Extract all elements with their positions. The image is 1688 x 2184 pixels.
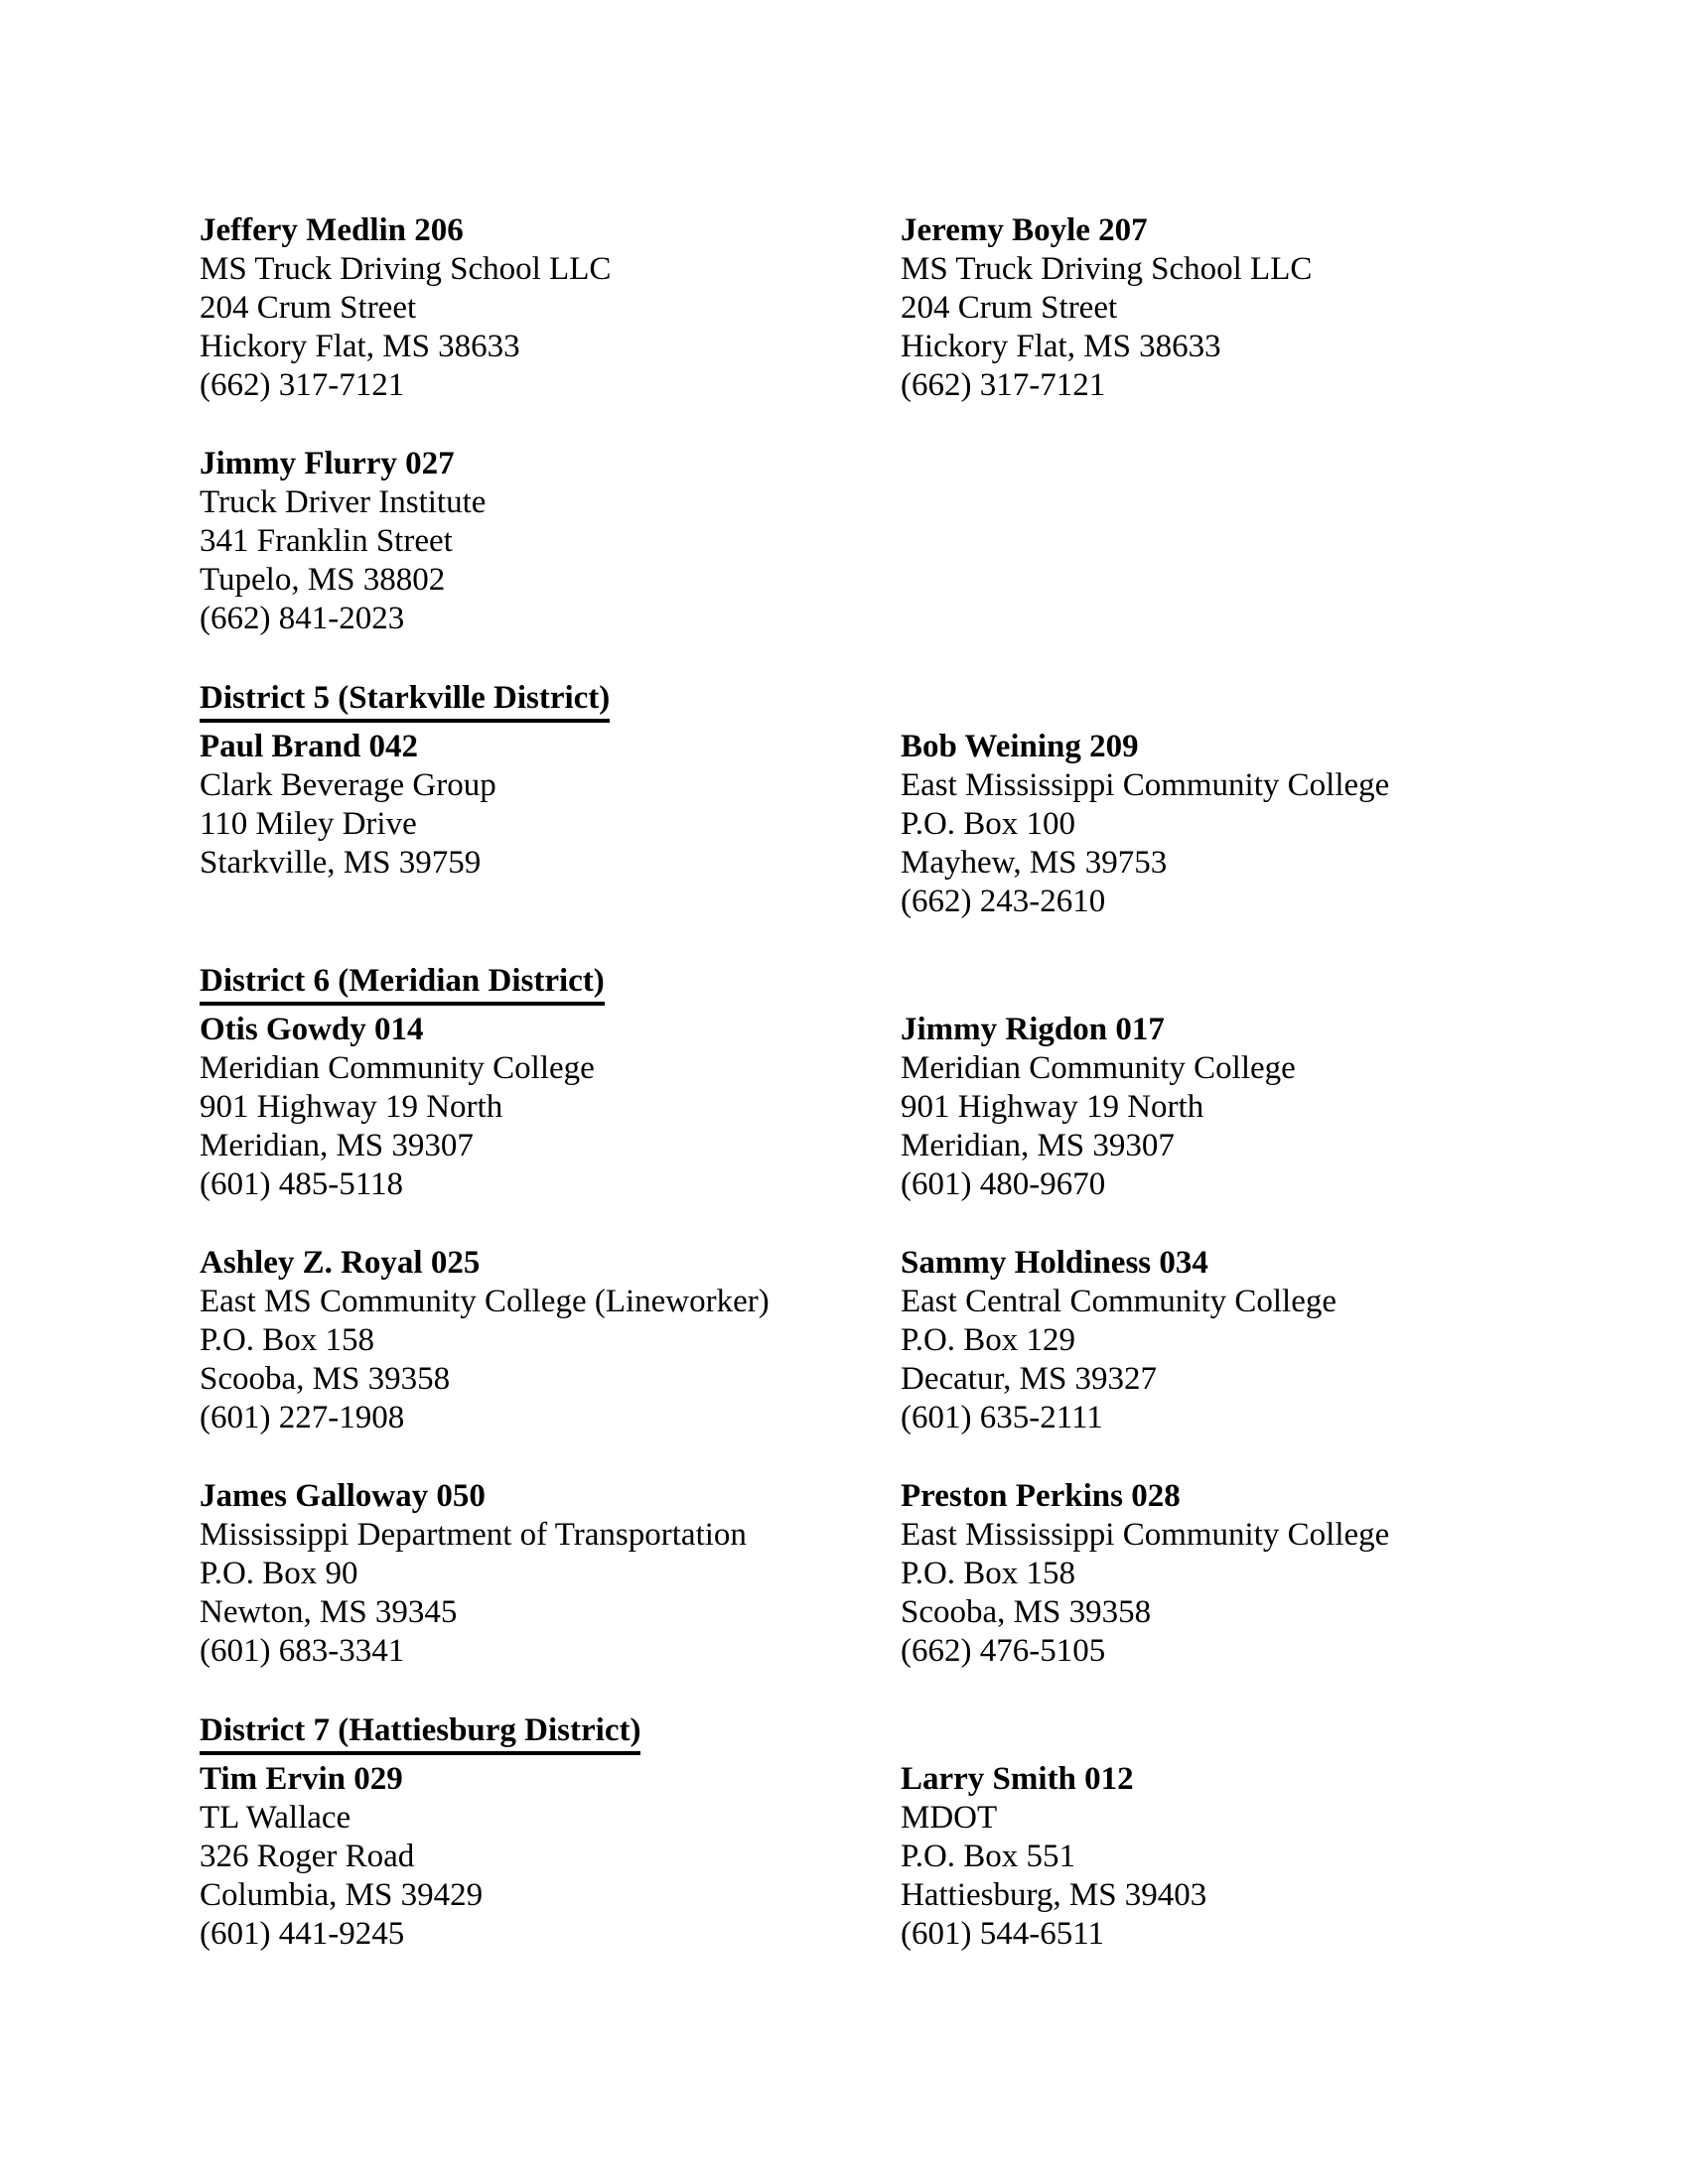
contact-entry bbox=[200, 728, 901, 883]
contact-line: (601) 683-3341 bbox=[200, 1633, 405, 1669]
contact-line: Scooba, MS 39358 bbox=[901, 1594, 1152, 1630]
contact-entry bbox=[901, 1011, 1638, 1204]
contact-entry bbox=[200, 1011, 901, 1204]
contact-row bbox=[200, 728, 1638, 921]
district-section bbox=[200, 678, 1638, 921]
contact-line: (601) 635-2111 bbox=[901, 1400, 1103, 1435]
contact-name: Jimmy Rigdon 017 bbox=[901, 1012, 1165, 1047]
contact-row bbox=[200, 1760, 1638, 1954]
contact-line: (662) 841-2023 bbox=[200, 601, 405, 636]
contact-line: Newton, MS 39345 bbox=[200, 1594, 458, 1630]
contact-line: (601) 227-1908 bbox=[200, 1400, 405, 1435]
district-heading-text: District 7 (Hattiesburg District) bbox=[200, 1710, 640, 1755]
contact-line: MS Truck Driving School LLC bbox=[901, 251, 1313, 287]
contact-line: (662) 476-5105 bbox=[901, 1633, 1106, 1669]
contact-line: Clark Beverage Group bbox=[200, 767, 496, 803]
contact-entry bbox=[901, 1477, 1638, 1671]
contact-line: Meridian Community College bbox=[901, 1050, 1296, 1086]
contact-line: Hickory Flat, MS 38633 bbox=[200, 329, 520, 364]
contact-line: (601) 485-5118 bbox=[200, 1166, 403, 1202]
contact-line: TL Wallace bbox=[200, 1800, 352, 1836]
contact-name: Jimmy Flurry 027 bbox=[200, 446, 455, 481]
contact-name: James Galloway 050 bbox=[200, 1478, 486, 1514]
contact-entry bbox=[901, 728, 1638, 921]
contact-line: MDOT bbox=[901, 1800, 998, 1836]
contact-line: P.O. Box 158 bbox=[200, 1322, 375, 1358]
contact-name: Jeffery Medlin 206 bbox=[200, 212, 464, 248]
contact-line: (662) 317-7121 bbox=[901, 367, 1106, 403]
contact-line: Hattiesburg, MS 39403 bbox=[901, 1877, 1207, 1913]
contact-entry bbox=[200, 1760, 901, 1954]
contact-row bbox=[200, 445, 1638, 638]
contact-line: 901 Highway 19 North bbox=[901, 1089, 1204, 1125]
contact-line: MS Truck Driving School LLC bbox=[200, 251, 612, 287]
contact-line: (601) 441-9245 bbox=[200, 1916, 405, 1952]
contact-entry bbox=[901, 211, 1638, 405]
contact-line: P.O. Box 90 bbox=[200, 1556, 358, 1591]
district-heading-text: District 5 (Starkville District) bbox=[200, 678, 610, 723]
contact-line: East MS Community College (Lineworker) bbox=[200, 1284, 770, 1319]
contact-line: East Mississippi Community College bbox=[901, 1517, 1390, 1553]
contact-line: East Central Community College bbox=[901, 1284, 1337, 1319]
contact-line: 901 Highway 19 North bbox=[200, 1089, 503, 1125]
contact-entry bbox=[901, 1244, 1638, 1437]
contact-line: Mayhew, MS 39753 bbox=[901, 845, 1168, 881]
contact-line: (601) 544-6511 bbox=[901, 1916, 1104, 1952]
contact-line: 341 Franklin Street bbox=[200, 523, 453, 559]
contact-row bbox=[200, 1477, 1638, 1671]
contact-line: P.O. Box 100 bbox=[901, 806, 1076, 842]
district-heading bbox=[200, 678, 1638, 723]
district-section bbox=[200, 1710, 1638, 1954]
contact-line: Scooba, MS 39358 bbox=[200, 1361, 451, 1397]
contact-row bbox=[200, 1011, 1638, 1204]
contact-entry bbox=[200, 1244, 901, 1437]
contact-name: Tim Ervin 029 bbox=[200, 1761, 403, 1797]
district-section bbox=[200, 961, 1638, 1671]
contact-line: (601) 480-9670 bbox=[901, 1166, 1106, 1202]
contact-line: Starkville, MS 39759 bbox=[200, 845, 482, 881]
contact-line: P.O. Box 551 bbox=[901, 1839, 1076, 1874]
district-heading bbox=[200, 961, 1638, 1006]
contact-line: 326 Roger Road bbox=[200, 1839, 415, 1874]
contact-row bbox=[200, 1244, 1638, 1437]
contact-name: Otis Gowdy 014 bbox=[200, 1012, 424, 1047]
contact-line: Columbia, MS 39429 bbox=[200, 1877, 484, 1913]
district-heading bbox=[200, 1710, 1638, 1755]
contact-name: Larry Smith 012 bbox=[901, 1761, 1134, 1797]
contact-line: P.O. Box 129 bbox=[901, 1322, 1076, 1358]
contact-name: Paul Brand 042 bbox=[200, 729, 419, 764]
contact-line: Meridian, MS 39307 bbox=[200, 1128, 474, 1163]
contact-line: 204 Crum Street bbox=[200, 290, 417, 326]
district-section bbox=[200, 211, 1638, 638]
contact-line: Tupelo, MS 38802 bbox=[200, 562, 446, 598]
contact-name: Preston Perkins 028 bbox=[901, 1478, 1181, 1514]
contact-line: Meridian, MS 39307 bbox=[901, 1128, 1175, 1163]
contact-name: Ashley Z. Royal 025 bbox=[200, 1245, 481, 1281]
contact-row bbox=[200, 211, 1638, 405]
contact-line: Mississippi Department of Transportation bbox=[200, 1517, 747, 1553]
contact-entry bbox=[200, 445, 901, 638]
contact-line: 204 Crum Street bbox=[901, 290, 1118, 326]
contact-line: (662) 243-2610 bbox=[901, 884, 1106, 919]
contact-line: Hickory Flat, MS 38633 bbox=[901, 329, 1221, 364]
contact-name: Bob Weining 209 bbox=[901, 729, 1139, 764]
contact-line: 110 Miley Drive bbox=[200, 806, 417, 842]
district-heading-text: District 6 (Meridian District) bbox=[200, 961, 605, 1006]
contact-line: East Mississippi Community College bbox=[901, 767, 1390, 803]
contact-line: Truck Driver Institute bbox=[200, 484, 487, 520]
contact-name: Jeremy Boyle 207 bbox=[901, 212, 1148, 248]
contact-name: Sammy Holdiness 034 bbox=[901, 1245, 1208, 1281]
contact-entry bbox=[200, 211, 901, 405]
contact-entry bbox=[901, 1760, 1638, 1954]
contact-entry bbox=[200, 1477, 901, 1671]
contact-line: P.O. Box 158 bbox=[901, 1556, 1076, 1591]
contact-line: Decatur, MS 39327 bbox=[901, 1361, 1158, 1397]
contact-line: (662) 317-7121 bbox=[200, 367, 405, 403]
contact-line: Meridian Community College bbox=[200, 1050, 595, 1086]
